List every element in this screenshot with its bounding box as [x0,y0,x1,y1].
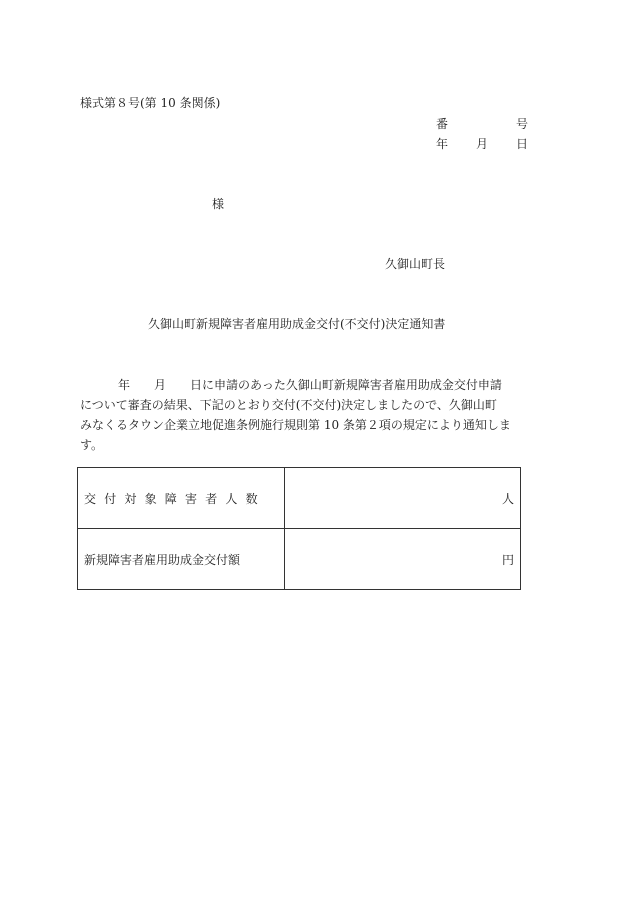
date-year-label: 年 [436,137,449,151]
reference-ban-label: 番 [436,117,449,131]
row-unit-persons: 人 [285,468,521,529]
body-paragraph [80,375,532,455]
date-line [436,138,528,150]
body-line-2: について審査の結果、下記のとおり交付(不交付)決定しましたので、久御山町 [80,398,497,412]
table-row [78,529,521,590]
table-row [78,468,521,529]
form-number: 様式第８号(第 10 条関係) [80,96,221,110]
body-text-1: 日に申請のあった久御山町新規障害者雇用助成金交付申請 [190,378,502,392]
grant-summary-table [77,467,521,590]
body-line-1 [80,375,532,395]
row-label-grant-amount: 新規障害者雇用助成金交付額 [78,529,285,590]
body-month: 月 [154,378,167,392]
issuer: 久御山町長 [385,257,446,271]
addressee-suffix: 様 [212,197,225,211]
date-month-label: 月 [475,137,488,151]
body-year: 年 [118,378,131,392]
date-day-label: 日 [515,137,528,151]
document-title: 久御山町新規障害者雇用助成金交付(不交付)決定通知書 [148,317,446,331]
body-line-3: みなくるタウン企業立地促進条例施行規則第 10 条第２項の規定により通知しま [80,418,511,432]
reference-go-label: 号 [515,117,528,131]
row-label-recipient-count: 交付対象障害者人数 [78,468,285,529]
body-line-4: す。 [80,438,104,452]
reference-number-line [436,118,528,130]
row-unit-yen: 円 [285,529,521,590]
